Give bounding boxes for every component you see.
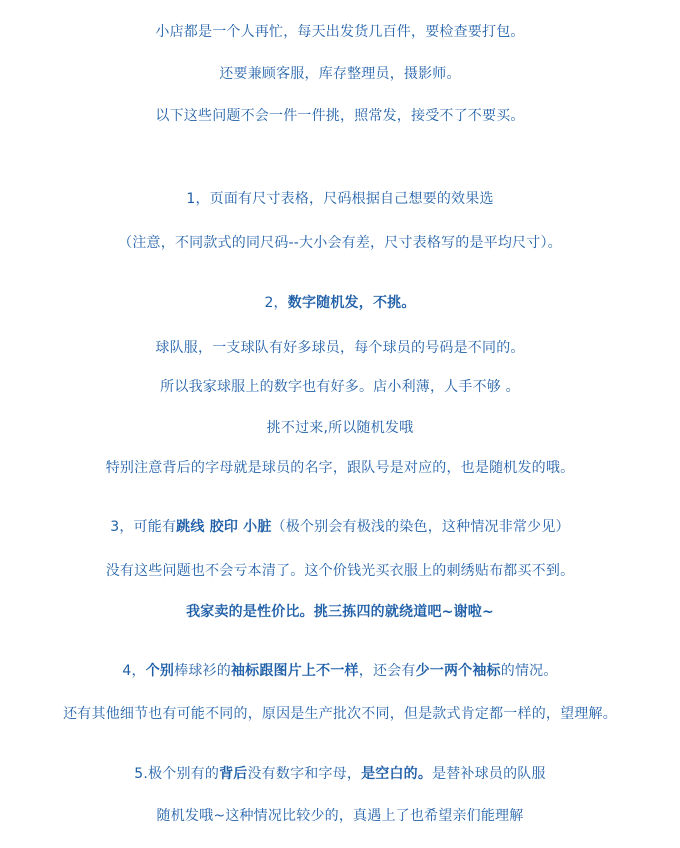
text-segment: 随机发哦~这种情况比较少的，真遇上了也希望亲们能理解 [156, 808, 524, 824]
text-line-14 [0, 661, 680, 681]
text-segment: ，还会有 [358, 663, 416, 679]
text-segment: 还要兼顾客服，库存整理员，摄影师。 [219, 66, 461, 82]
text-segment: 特别注意背后的字母就是球员的名字，跟队号是对应的，也是随机发的哦。 [105, 460, 575, 476]
text-line-11 [0, 517, 680, 537]
text-segment: 3，可能有 [110, 519, 177, 535]
text-line-4 [0, 189, 680, 209]
text-line-1 [0, 22, 680, 42]
text-line-16 [0, 764, 680, 784]
text-segment: 还有其他细节也有可能不同的，原因是生产批次不同，但是款式肯定都一样的，望理解。 [63, 706, 617, 722]
text-segment: 没有数字和字母， [247, 766, 362, 782]
text-line-13 [0, 602, 680, 622]
text-segment: 小店都是一个人再忙，每天出发货几百件，要检查要打包。 [155, 24, 525, 40]
text-line-8 [0, 377, 680, 397]
text-line-7 [0, 338, 680, 358]
text-segment: 的情况。 [500, 663, 558, 679]
text-line-5 [0, 233, 680, 253]
text-segment: 2， [264, 295, 288, 311]
text-segment: （极个别会有极浅的染色，这种情况非常少见） [271, 519, 570, 535]
text-segment: （注意，不同款式的同尺码--大小会有差，尺寸表格写的是平均尺寸）。 [118, 235, 562, 251]
bold-text-segment: 我家卖的是性价比。挑三拣四的就绕道吧~谢啦~ [186, 604, 494, 620]
text-line-6 [0, 293, 680, 313]
text-line-15 [0, 704, 680, 724]
text-line-2 [0, 64, 680, 84]
bold-text-segment: 是空白的。 [361, 766, 433, 782]
bold-text-segment: 数字随机发，不挑。 [287, 295, 416, 311]
text-segment: 1，页面有尺寸表格，尺码根据自己想要的效果选 [186, 191, 494, 207]
text-line-9 [0, 418, 680, 438]
bold-text-segment: 个别 [145, 663, 175, 679]
text-line-17 [0, 806, 680, 826]
text-segment: 以下这些问题不会一件一件挑，照常发，接受不了不要买。 [155, 108, 525, 124]
text-segment: 球队服，一支球队有好多球员，每个球员的号码是不同的。 [155, 340, 525, 356]
text-line-12 [0, 561, 680, 581]
text-line-10 [0, 458, 680, 478]
bold-text-segment: 跳线 胶印 小脏 [176, 519, 272, 535]
text-segment: 是替补球员的队服 [432, 766, 546, 782]
bold-text-segment: 背后 [219, 766, 248, 782]
bold-text-segment: 少一两个袖标 [415, 663, 501, 679]
text-segment: 所以我家球服上的数字也有好多。店小利薄，人手不够 。 [160, 379, 520, 395]
bold-text-segment: 袖标跟图片上不一样 [230, 663, 359, 679]
text-segment: 5.极个别有的 [134, 766, 220, 782]
text-segment: 4， [122, 663, 146, 679]
text-line-3 [0, 106, 680, 126]
text-segment: 棒球衫的 [174, 663, 231, 679]
text-segment: 没有这些问题也不会亏本清了。这个价钱光买衣服上的刺绣贴布都买不到。 [105, 563, 575, 579]
text-segment: 挑不过来,所以随机发哦 [266, 420, 414, 436]
